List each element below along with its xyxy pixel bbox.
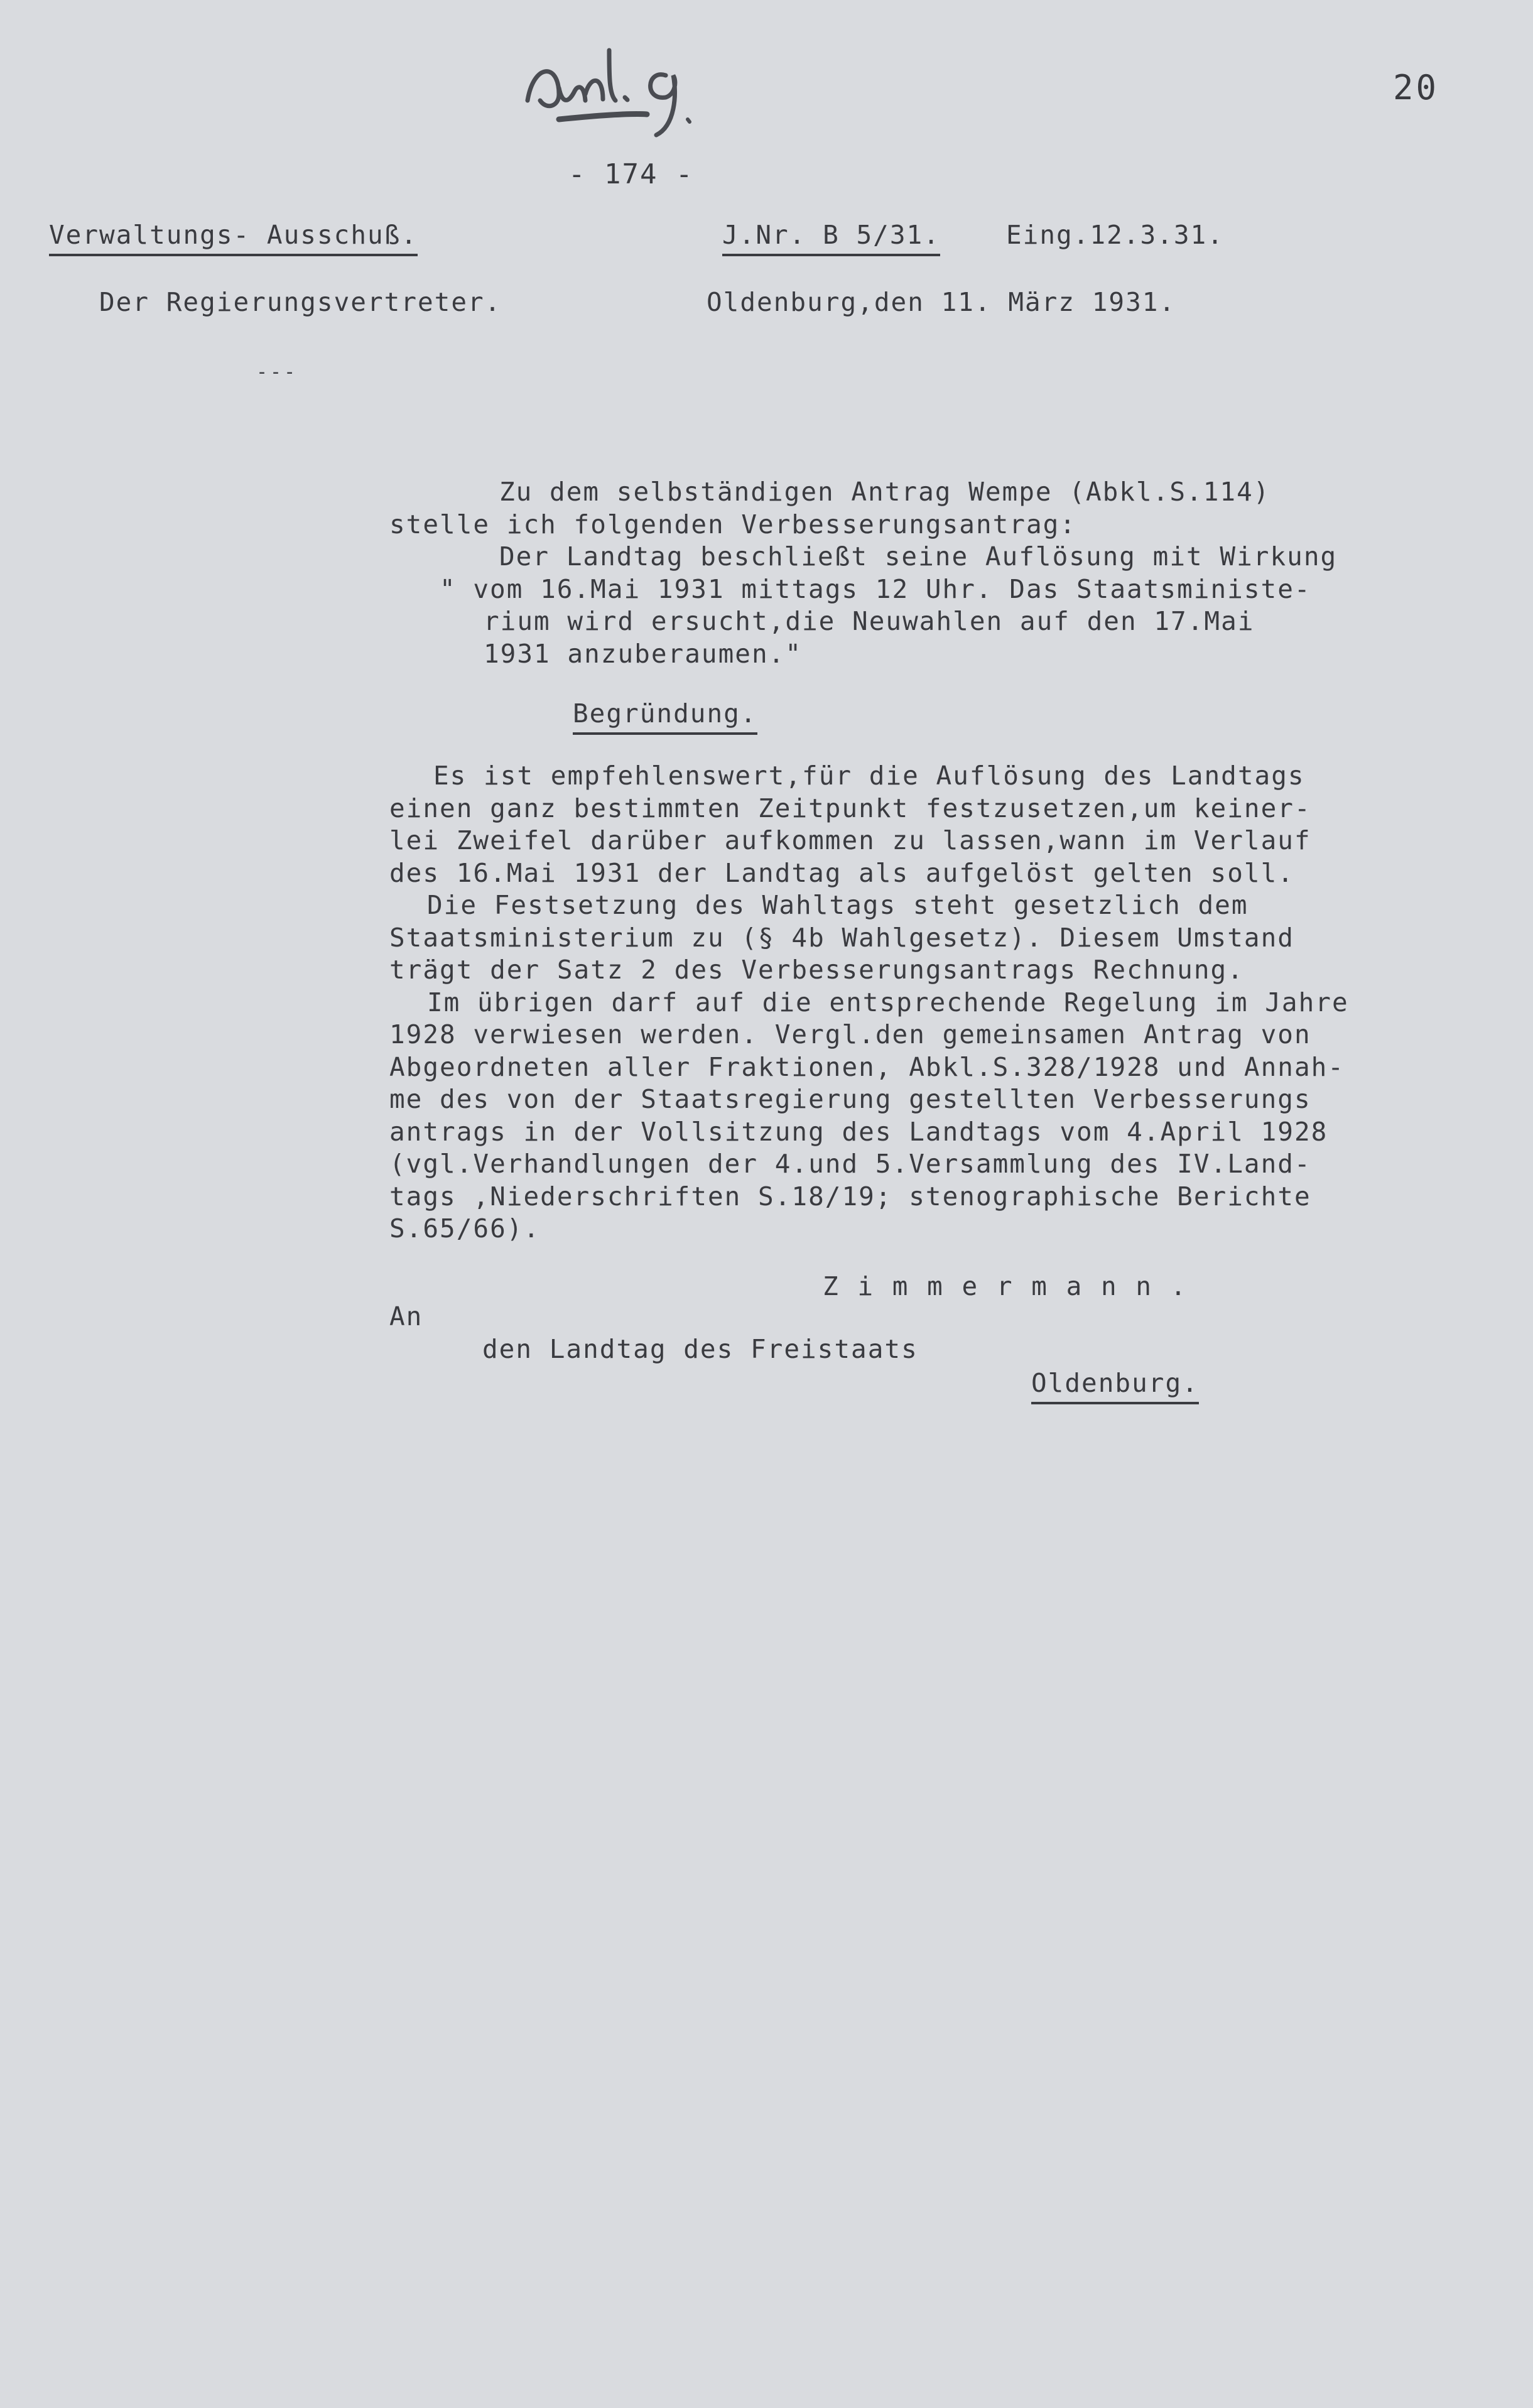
reasoning-line: Es ist empfehlenswert,für die Auflösung des Landtags	[433, 761, 1305, 791]
department-subtitle: Der Regierungsvertreter.	[99, 287, 502, 317]
intro-line: Zu dem selbständigen Antrag Wempe (Abkl.S.114)	[499, 477, 1270, 507]
reasoning-paragraph	[389, 760, 1470, 1245]
address-city: Oldenburg.	[1031, 1367, 1199, 1404]
sheet-number: 20	[1393, 68, 1439, 107]
intro-line: 1931 anzuberaumen."	[484, 638, 802, 669]
reasoning-line: lei Zweifel darüber aufkommen zu lassen,wann im Verlauf	[389, 825, 1311, 855]
reasoning-line: Im übrigen darf auf die entsprechende Regelung im Jahre	[427, 987, 1349, 1017]
reasoning-line: trägt der Satz 2 des Verbesserungsantrags Rechnung.	[389, 955, 1244, 985]
reasoning-line: Die Festsetzung des Wahltags steht gesetzlich dem	[427, 890, 1249, 920]
intro-paragraph	[389, 476, 1470, 670]
handwritten-annotation	[515, 25, 791, 151]
reasoning-line: (vgl.Verhandlungen der 4.und 5.Versammlung des IV.Land-	[389, 1149, 1311, 1179]
page-number: - 174 -	[568, 158, 694, 190]
place-date: Oldenburg,den 11. März 1931.	[707, 287, 1176, 317]
reasoning-line: einen ganz bestimmten Zeitpunkt festzusetzen,um keiner-	[389, 793, 1311, 823]
reasoning-line: antrags in der Vollsitzung des Landtags vom 4.April 1928	[389, 1116, 1328, 1147]
reasoning-line: des 16.Mai 1931 der Landtag als aufgelöst gelten soll.	[389, 857, 1294, 888]
intro-line: " vom 16.Mai 1931 mittags 12 Uhr. Das Staatsministe-	[440, 573, 1311, 604]
intro-line: Der Landtag beschließt seine Auflösung mit Wirkung	[499, 541, 1338, 572]
address-prefix: An	[389, 1301, 423, 1331]
intro-line: stelle ich folgenden Verbesserungsantrag:	[389, 509, 1077, 540]
journal-number: J.Nr. B 5/31.	[722, 219, 940, 256]
reasoning-line: Abgeordneten aller Fraktionen, Abkl.S.328/1928 und Annah-	[389, 1051, 1345, 1082]
intro-line: rium wird ersucht,die Neuwahlen auf den 17.Mai	[484, 606, 1255, 636]
department-title: Verwaltungs- Ausschuß.	[49, 219, 418, 256]
received-date: Eing.12.3.31.	[1006, 220, 1224, 250]
reasoning-line: 1928 verwiesen werden. Vergl.den gemeinsamen Antrag von	[389, 1019, 1311, 1049]
signature-name: Z i m m e r m a n n .	[823, 1271, 1188, 1301]
address-recipient: den Landtag des Freistaats	[482, 1334, 918, 1364]
reasoning-line: me des von der Staatsregierung gestellten Verbesserungs	[389, 1084, 1311, 1114]
reasoning-line: Staatsministerium zu (§ 4b Wahlgesetz). Diesem Umstand	[389, 922, 1294, 953]
reasoning-heading: Begründung.	[573, 697, 757, 735]
reasoning-line: tags ,Niederschriften S.18/19; stenographische Berichte	[389, 1181, 1311, 1212]
reasoning-line: S.65/66).	[389, 1213, 541, 1244]
separator-dashes: ---	[256, 361, 298, 383]
